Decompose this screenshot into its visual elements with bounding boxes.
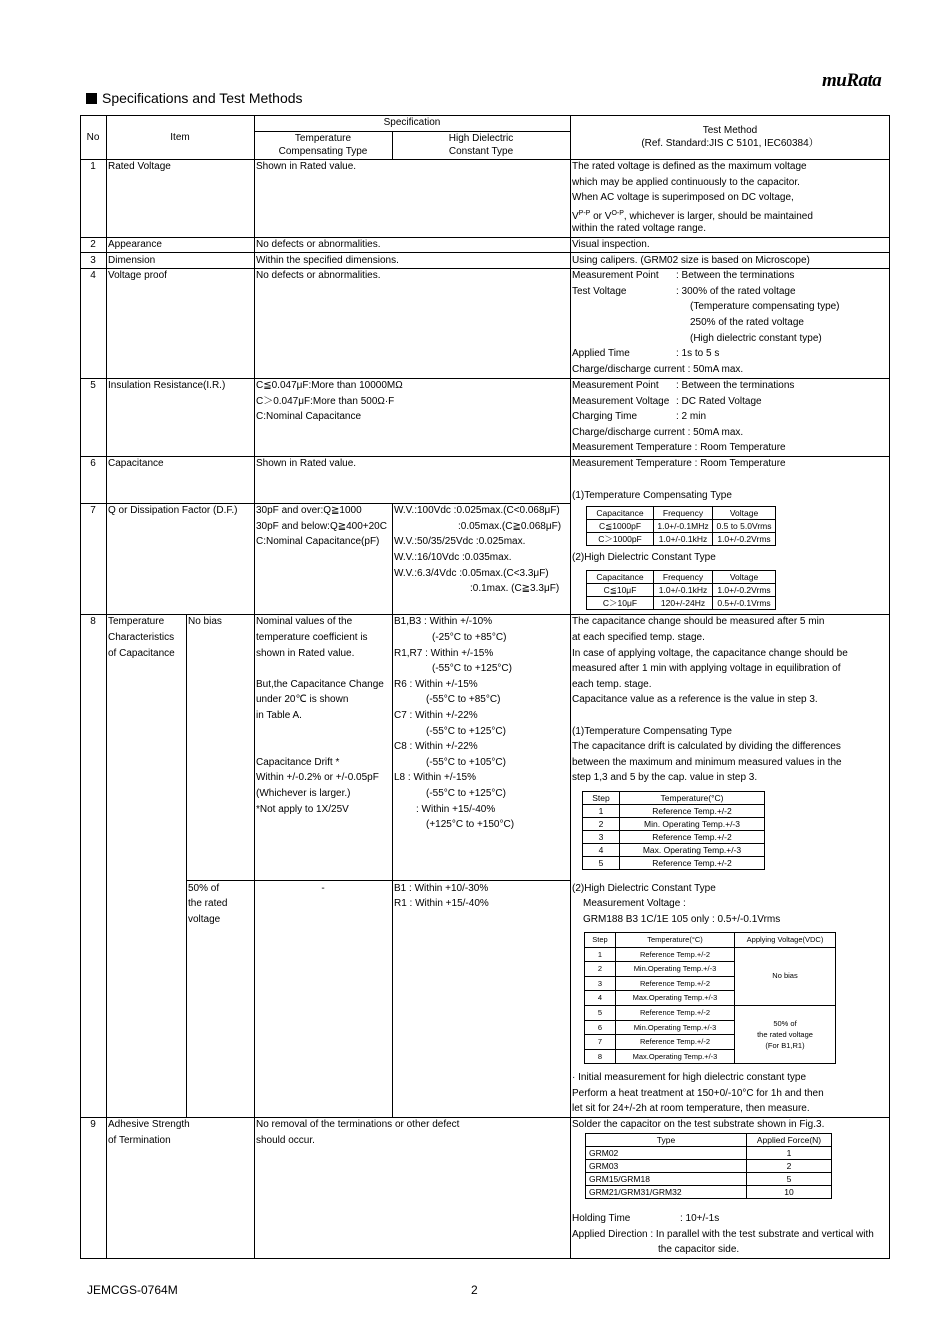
- row8-spec-50-tc: -: [321, 882, 325, 894]
- row8-sub-nobias: No bias: [188, 616, 222, 628]
- table-row: GRM21/GRM31/GRM32 10: [586, 1186, 832, 1199]
- row8-no: 8: [90, 616, 96, 628]
- row1-test-3: When AC voltage is superimposed on DC voltage,: [572, 192, 794, 204]
- row4-no: 4: [90, 270, 96, 282]
- row6-test-1: Measurement Temperature : Room Temperature: [572, 458, 786, 470]
- row8-item-1: Temperature: [108, 616, 165, 628]
- row9-hold-value: : 10+/-1s: [680, 1213, 720, 1224]
- row2-no: 2: [90, 239, 96, 250]
- row7-spec-hd-1: W.V.:100Vdc :0.025max.(C<0.068μF): [394, 505, 560, 517]
- row7-spec-tc-3: C:Nominal Capacitance(pF): [256, 536, 380, 548]
- row5-l2-label: Measurement Voltage: [572, 395, 670, 407]
- tc-measure-table: [586, 506, 776, 546]
- text-line: Capacitance value as a reference is the value in step 3.: [572, 694, 818, 706]
- row4-l5: (High dielectric constant type): [690, 332, 822, 344]
- table-row: C≦10μF 1.0+/-0.1kHz 1.0+/-0.2Vrms: [587, 584, 776, 597]
- text-line: The capacitance drift is calculated by dividing the differences: [572, 741, 841, 753]
- row8-item-3: of Capacitance: [108, 647, 175, 659]
- row1-spec: Shown in Rated value.: [256, 161, 357, 172]
- row5-l3-label: Charging Time: [572, 411, 638, 423]
- row8-item-2: Characteristics: [108, 632, 175, 643]
- table-row: C＞1000pF 1.0+/-0.1kHz 1.0+/-0.2Vrms: [587, 533, 776, 546]
- table-row: C≦1000pF 1.0+/-0.1MHz 0.5 to 5.0Vrms: [587, 520, 776, 533]
- row7-spec-tc-1: 30pF and over:Q≧1000: [256, 505, 362, 517]
- text-line: The capacitance change should be measured after 5 min: [572, 616, 825, 628]
- row8-sub-50-1: 50% of: [188, 882, 220, 894]
- col-tc-header-1: Temperature: [294, 133, 352, 144]
- text-line: (+125°C to +150°C): [426, 819, 515, 831]
- row9-test-1: Solder the capacitor on the test substrate shown in Fig.3.: [572, 1119, 825, 1130]
- text-line: under 20℃ is shown: [256, 694, 349, 706]
- col-spec-header: Specification: [383, 117, 441, 128]
- row1-test-2: which may be applied continuously to the capacitor.: [572, 176, 800, 188]
- murata-logo: muRata: [822, 70, 882, 91]
- row9-spec-1: No removal of the terminations or other defect: [256, 1119, 460, 1130]
- text-line: (-55°C to +125°C): [426, 725, 506, 737]
- row8-test3-2: Perform a heat treatment at 150+0/-10°C for 1h and then: [572, 1087, 824, 1099]
- text-line: shown in Rated value.: [256, 647, 355, 659]
- spec-table: [80, 115, 890, 1259]
- text-line: Nominal values of the: [256, 616, 353, 628]
- text-line: temperature coefficient is: [256, 632, 368, 643]
- row1-test-1: The rated voltage is defined as the maximum voltage: [572, 161, 807, 172]
- row4-l6-label: Applied Time: [572, 348, 630, 360]
- row1-no: 1: [90, 161, 96, 172]
- row4-l7: Charge/discharge current : 50mA max.: [572, 363, 744, 375]
- row5-spec-2: C＞0.047μF:More than 500Ω·F: [256, 395, 395, 407]
- row8-test3-1: · Initial measurement for high dielectric constant type: [572, 1072, 806, 1083]
- row3-no: 3: [90, 254, 96, 266]
- row8-test3-3: let sit for 24+/-2h at room temperature, then measure.: [572, 1103, 810, 1115]
- row8-test2-2: Measurement Voltage :: [583, 898, 686, 910]
- row6-spec: Shown in Rated value.: [256, 458, 357, 470]
- row3-test: Using calipers. (GRM02 size is based on Microscope): [572, 254, 810, 266]
- hd-measure-table: [586, 570, 776, 610]
- row3-spec: Within the specified dimensions.: [256, 254, 399, 266]
- row2-spec: No defects or abnormalities.: [256, 239, 381, 250]
- text-line: In case of applying voltage, the capacitance change should be: [572, 647, 848, 659]
- row5-l2-value: : DC Rated Voltage: [676, 395, 762, 407]
- table-row: 1 Reference Temp.+/-2 No bias: [585, 947, 836, 962]
- row5-l1-value: : Between the terminations: [676, 380, 795, 391]
- text-line: measured after 1 min with applying voltage in equilibration of: [572, 663, 841, 675]
- table-row: Step Temperature(°C): [583, 792, 765, 805]
- row7-spec-tc-2: 30pF and below:Q≧400+20C: [256, 520, 387, 532]
- col-test-header-1: Test Method: [702, 125, 758, 136]
- square-bullet-icon: [86, 93, 97, 104]
- table-row: 1 Reference Temp.+/-2: [583, 805, 765, 818]
- text-line: (1)Temperature Compensating Type: [572, 725, 732, 737]
- row7-item: Q or Dissipation Factor (D.F.): [108, 505, 238, 517]
- text-line: C8 : Within +/-22%: [394, 741, 478, 753]
- table-row: 4 Max.Operating Temp.+/-3: [585, 991, 836, 1006]
- row9-direction-1: Applied Direction : In parallel with the test substrate and vertical with: [572, 1228, 874, 1240]
- row7-spec-hd-5: W.V.:6.3/4Vdc :0.05max.(C<3.3μF): [394, 567, 549, 579]
- table-row: GRM15/GRM18 5: [586, 1173, 832, 1186]
- row5-item: Insulation Resistance(I.R.): [108, 380, 226, 391]
- row4-spec: No defects or abnormalities.: [256, 270, 381, 282]
- table-row: 3 Reference Temp.+/-2: [585, 976, 836, 991]
- col-no-header: No: [86, 132, 100, 143]
- row4-l6-value: : 1s to 5 s: [676, 348, 720, 360]
- text-line: (-55°C to +125°C): [432, 663, 512, 675]
- row1-test-4: $V^{P-P}$ or $V^{O-P}$, whichever is larger, should be maintained: [572, 210, 813, 222]
- table-row: 5 Reference Temp.+/-2 50% of the rated voltage (For B1,R1): [585, 1005, 836, 1020]
- table-row: GRM02 1: [586, 1147, 832, 1160]
- row8-test2-1: (2)High Dielectric Constant Type: [572, 882, 716, 894]
- text-line: But,the Capacitance Change: [256, 678, 384, 690]
- table-row: Type Applied Force(N): [586, 1134, 832, 1147]
- text-line: : Within +15/-40%: [416, 803, 496, 815]
- row6-no: 6: [90, 458, 96, 470]
- row7-spec-hd-3: W.V.:50/35/25Vdc :0.025max.: [394, 536, 526, 548]
- row8-spec-50-hd-1: B1 : Within +10/-30%: [394, 882, 489, 894]
- text-line: each temp. stage.: [572, 678, 652, 690]
- table-row: Step Temperature(°C) Applying Voltage(VDC): [585, 933, 836, 948]
- row8-spec-50-hd-2: R1 : Within +15/-40%: [394, 898, 489, 910]
- col-item-header: Item: [170, 132, 190, 143]
- text-line: (-55°C to +125°C): [426, 788, 506, 799]
- row9-item-1: Adhesive Strength: [108, 1119, 190, 1130]
- row2-test: Visual inspection.: [572, 239, 650, 250]
- row9-spec-2: should occur.: [256, 1134, 315, 1146]
- row9-direction-2: the capacitor side.: [658, 1244, 740, 1256]
- text-line: R1,R7 : Within +/-15%: [394, 647, 494, 659]
- col-test-header-2: (Ref. Standard:JIS C 5101, IEC60384）: [641, 138, 819, 149]
- row8-test2-3: GRM188 B3 1C/1E 105 only : 0.5+/-0.1Vrms: [583, 913, 781, 925]
- text-line: (Whichever is larger.): [256, 788, 351, 799]
- text-line: (-25°C to +85°C): [432, 632, 507, 643]
- text-line: between the maximum and minimum measured values in the: [572, 756, 842, 768]
- row6-item: Capacitance: [108, 458, 164, 470]
- text-line: C7 : Within +/-22%: [394, 710, 478, 721]
- col-hd-header-2: Constant Type: [448, 146, 514, 157]
- table-row: 8 Max.Operating Temp.+/-3: [585, 1049, 836, 1064]
- row7-spec-hd-4: W.V.:16/10Vdc :0.035max.: [394, 552, 512, 563]
- text-line: Capacitance Drift *: [256, 756, 340, 768]
- row9-item-2: of Termination: [108, 1134, 171, 1146]
- table-row: Capacitance Frequency Voltage: [587, 507, 776, 520]
- row9-hold-label: Holding Time: [572, 1213, 631, 1224]
- table-row: 2 Min. Operating Temp.+/-3: [583, 818, 765, 831]
- row5-spec-3: C:Nominal Capacitance: [256, 411, 362, 423]
- row2-item: Appearance: [108, 239, 162, 250]
- applied-force-table: [585, 1133, 832, 1199]
- row4-l4: 250% of the rated voltage: [690, 317, 804, 328]
- text-line: B1,B3 : Within +/-10%: [394, 616, 493, 628]
- row4-l1-value: : Between the terminations: [676, 270, 795, 282]
- table-row: 4 Max. Operating Temp.+/-3: [583, 844, 765, 857]
- text-line: (-55°C to +105°C): [426, 756, 506, 768]
- table-row: 2 Min.Operating Temp.+/-3: [585, 962, 836, 977]
- text-line: (-55°C to +85°C): [426, 694, 501, 706]
- row5-no: 5: [90, 380, 96, 391]
- row3-item: Dimension: [108, 254, 156, 266]
- table-row: 3 Reference Temp.+/-2: [583, 831, 765, 844]
- row4-l1-label: Measurement Point: [572, 270, 659, 282]
- row5-l3-value: : 2 min: [676, 411, 707, 423]
- row5-l1-label: Measurement Point: [572, 380, 659, 391]
- row4-l2-label: Test Voltage: [572, 285, 627, 297]
- row5-spec-1: C≦0.047μF:More than 10000MΩ: [256, 380, 403, 391]
- table-row: GRM03 2: [586, 1160, 832, 1173]
- page-title-text: Specifications and Test Methods: [102, 90, 303, 106]
- text-line: step 1,3 and 5 by the cap. value in step 3.: [572, 772, 758, 784]
- hd-step-table: [584, 932, 836, 1064]
- text-line: L8 : Within +/-15%: [394, 772, 476, 784]
- table-row: 5 Reference Temp.+/-2: [583, 857, 765, 870]
- row5-l4: Charge/discharge current : 50mA max.: [572, 426, 744, 438]
- row1-test-5: within the rated voltage range.: [572, 223, 706, 235]
- row8-sub-50-2: the rated: [188, 898, 228, 910]
- row4-l3: (Temperature compensating type): [690, 301, 840, 313]
- page-title: [86, 90, 303, 106]
- row4-l2-value: : 300% of the rated voltage: [676, 285, 796, 297]
- row4-item: Voltage proof: [108, 270, 167, 282]
- col-hd-header-1: High Dielectric: [448, 133, 514, 144]
- table-row: 7 Reference Temp.+/-2: [585, 1035, 836, 1050]
- row5-l5: Measurement Temperature : Room Temperature: [572, 442, 786, 454]
- text-line: R6 : Within +/-15%: [394, 678, 478, 690]
- row8-sub-50-3: voltage: [188, 913, 221, 925]
- col-tc-header-2: Compensating Type: [278, 146, 368, 157]
- table-row: Capacitance Frequency Voltage: [587, 571, 776, 584]
- row1-item: Rated Voltage: [108, 161, 171, 172]
- text-line: at each specified temp. stage.: [572, 632, 705, 643]
- row7-spec-hd-2: :0.05max.(C≧0.068μF): [458, 520, 562, 532]
- row7-no: 7: [90, 505, 96, 517]
- table-row: C＞10μF 120+/-24Hz 0.5+/-0.1Vrms: [587, 597, 776, 610]
- text-line: *Not apply to 1X/25V: [256, 803, 349, 815]
- row9-no: 9: [90, 1119, 96, 1130]
- text-line: in Table A.: [256, 710, 302, 721]
- row6-test-2: (1)Temperature Compensating Type: [572, 489, 732, 501]
- row7-hd-title: (2)High Dielectric Constant Type: [572, 552, 716, 563]
- row7-spec-hd-6: :0.1max. (C≧3.3μF): [470, 583, 560, 595]
- table-row: 6 Min.Operating Temp.+/-3: [585, 1020, 836, 1035]
- text-line: Within +/-0.2% or +/-0.05pF: [256, 772, 379, 784]
- document-code: JEMCGS-0764M: [87, 1283, 178, 1297]
- page-number: 2: [471, 1283, 478, 1297]
- tc-step-table: [582, 791, 765, 870]
